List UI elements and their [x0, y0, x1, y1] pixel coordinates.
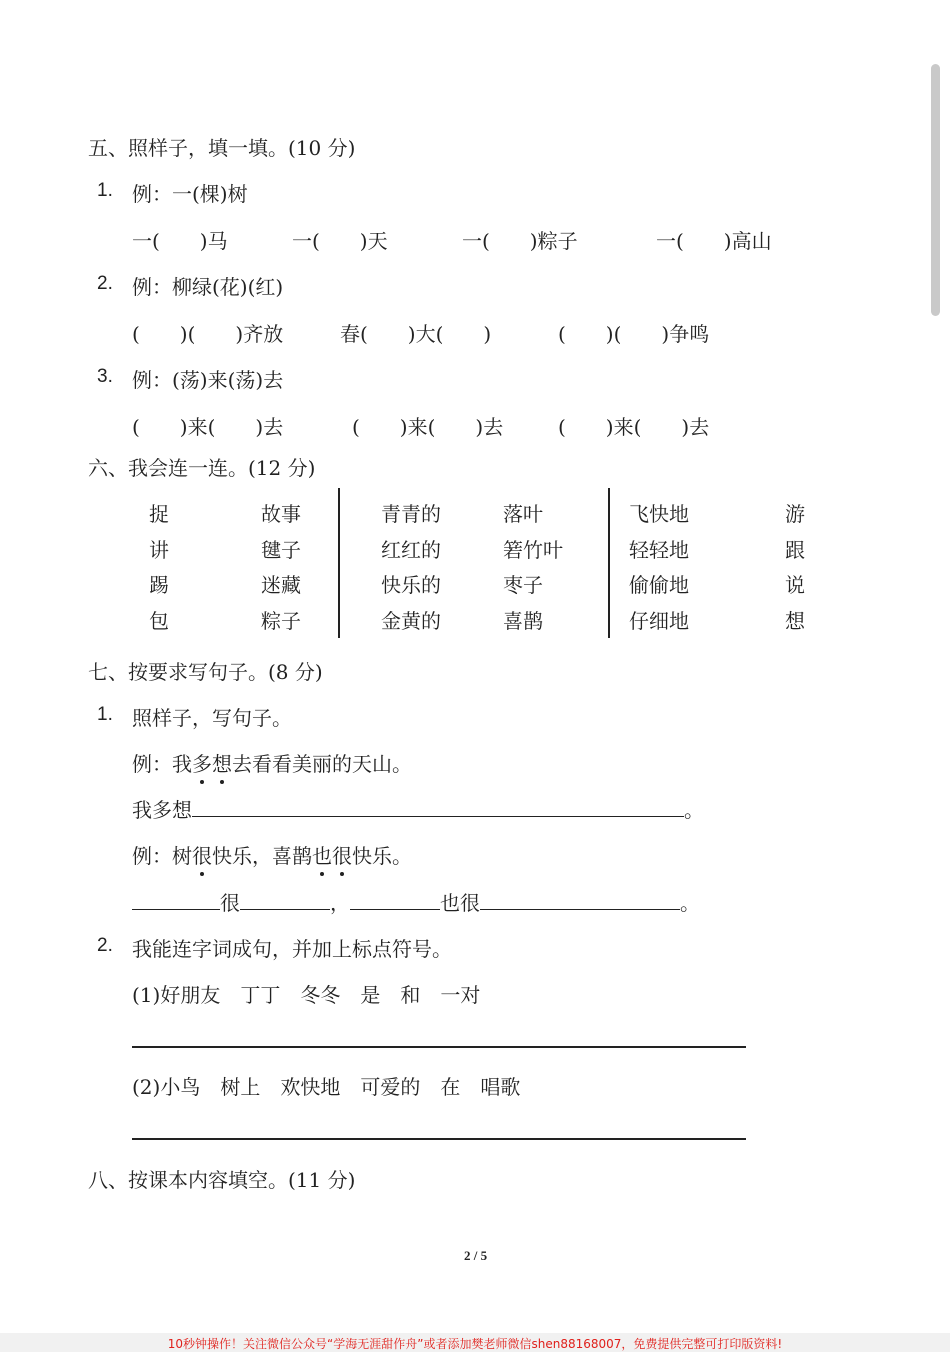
word-order-item-2: (2)小鸟 树上 欢快地 可爱的 在 唱歌 — [132, 1075, 521, 1099]
blank-line[interactable] — [132, 891, 220, 910]
column-divider — [608, 488, 610, 638]
blank-line[interactable] — [192, 798, 684, 817]
match-right-word: 跟 — [785, 538, 805, 562]
blank-line[interactable] — [480, 891, 680, 910]
sentence-example-2 — [132, 840, 412, 869]
answer-prefix: 我多想 — [132, 798, 192, 822]
q2-item: 春( )大( ) — [340, 322, 492, 346]
blank-line[interactable] — [240, 891, 330, 910]
match-right-word: 粽子 — [261, 609, 301, 633]
answer-word: 也很 — [440, 891, 480, 915]
word-order-item-1: (1)好朋友 丁丁 冬冬 是 和 一对 — [132, 983, 481, 1007]
match-left-word: 飞快地 — [629, 502, 689, 526]
answer-comma: ， — [330, 891, 350, 915]
answer-word: 很 — [220, 891, 240, 915]
s7-q2-title: 我能连字词成句，并加上标点符号。 — [132, 937, 452, 961]
q3-number: 3. — [97, 366, 113, 387]
match-right-word: 迷藏 — [261, 573, 301, 597]
q3-item: ( )来( )去 — [558, 415, 710, 439]
emphasis-char: 很 — [332, 844, 352, 868]
match-right-word: 箬竹叶 — [503, 538, 563, 562]
match-right-word: 说 — [785, 573, 805, 597]
emphasis-char: 很 — [192, 844, 212, 868]
s7-q1-number: 1. — [97, 704, 113, 725]
q1-item: 一( )高山 — [656, 229, 772, 253]
match-left-word: 轻轻地 — [629, 538, 689, 562]
match-left-word: 包 — [149, 609, 169, 633]
match-left-word: 踢 — [149, 573, 169, 597]
answer-line[interactable] — [132, 1046, 746, 1048]
section8-title: 八、按课本内容填空。(11 分) — [88, 1168, 356, 1192]
match-right-word: 故事 — [261, 502, 301, 526]
match-left-word: 青青的 — [381, 502, 441, 526]
section7-title: 七、按要求写句子。(8 分) — [88, 660, 323, 684]
match-left-word: 金黄的 — [381, 609, 441, 633]
match-left-word: 捉 — [149, 502, 169, 526]
example-text: 快乐，喜鹊 — [212, 844, 312, 868]
answer-end: 。 — [684, 798, 704, 822]
answer-line-2 — [132, 887, 700, 916]
q1-example: 例：一(棵)树 — [132, 182, 248, 206]
match-right-word: 落叶 — [503, 502, 543, 526]
q3-item: ( )来( )去 — [132, 415, 284, 439]
q2-item: ( )( )争鸣 — [558, 322, 710, 346]
column-divider — [338, 488, 340, 638]
q1-number: 1. — [97, 180, 113, 201]
q3-item: ( )来( )去 — [352, 415, 504, 439]
q1-item: 一( )天 — [292, 229, 388, 253]
q1-item: 一( )马 — [132, 229, 228, 253]
example-text: 例：树 — [132, 844, 192, 868]
section5-title: 五、照样子，填一填。(10 分) — [88, 136, 356, 160]
match-right-word: 游 — [785, 502, 805, 526]
match-left-word: 讲 — [149, 538, 169, 562]
emphasis-char: 多 — [192, 752, 212, 776]
match-left-word: 红红的 — [381, 538, 441, 562]
blank-line[interactable] — [350, 891, 440, 910]
answer-end: 。 — [680, 891, 700, 915]
example-text: 快乐。 — [352, 844, 412, 868]
match-right-word: 毽子 — [261, 538, 301, 562]
q2-example: 例：柳绿(花)(红) — [132, 275, 284, 299]
answer-line[interactable] — [132, 1138, 746, 1140]
q3-example: 例：(荡)来(荡)去 — [132, 368, 284, 392]
sentence-example-1 — [132, 748, 412, 777]
answer-line-1 — [132, 794, 704, 823]
example-text: 例：我 — [132, 752, 192, 776]
emphasis-char: 也 — [312, 844, 332, 868]
section6-title: 六、我会连一连。(12 分) — [88, 456, 316, 480]
s7-q2-number: 2. — [97, 935, 113, 956]
example-text: 去看看美丽的天山。 — [232, 752, 412, 776]
match-left-word: 仔细地 — [629, 609, 689, 633]
match-right-word: 喜鹊 — [503, 609, 543, 633]
page-number: 2 / 5 — [464, 1248, 488, 1263]
match-right-word: 想 — [785, 609, 805, 633]
footer-promo-text: 10秒钟操作！关注微信公众号“学海无涯甜作舟”或者添加樊老师微信shen88168007，免费提供完整可打印版资料! — [167, 1337, 783, 1351]
q2-item: ( )( )齐放 — [132, 322, 284, 346]
match-left-word: 偷偷地 — [629, 573, 689, 597]
emphasis-char: 想 — [212, 752, 232, 776]
s7-q1-title: 照样子，写句子。 — [132, 706, 292, 730]
match-left-word: 快乐的 — [381, 573, 441, 597]
match-right-word: 枣子 — [503, 573, 543, 597]
q1-item: 一( )粽子 — [462, 229, 578, 253]
q2-number: 2. — [97, 273, 113, 294]
scrollbar-thumb[interactable] — [931, 64, 940, 316]
